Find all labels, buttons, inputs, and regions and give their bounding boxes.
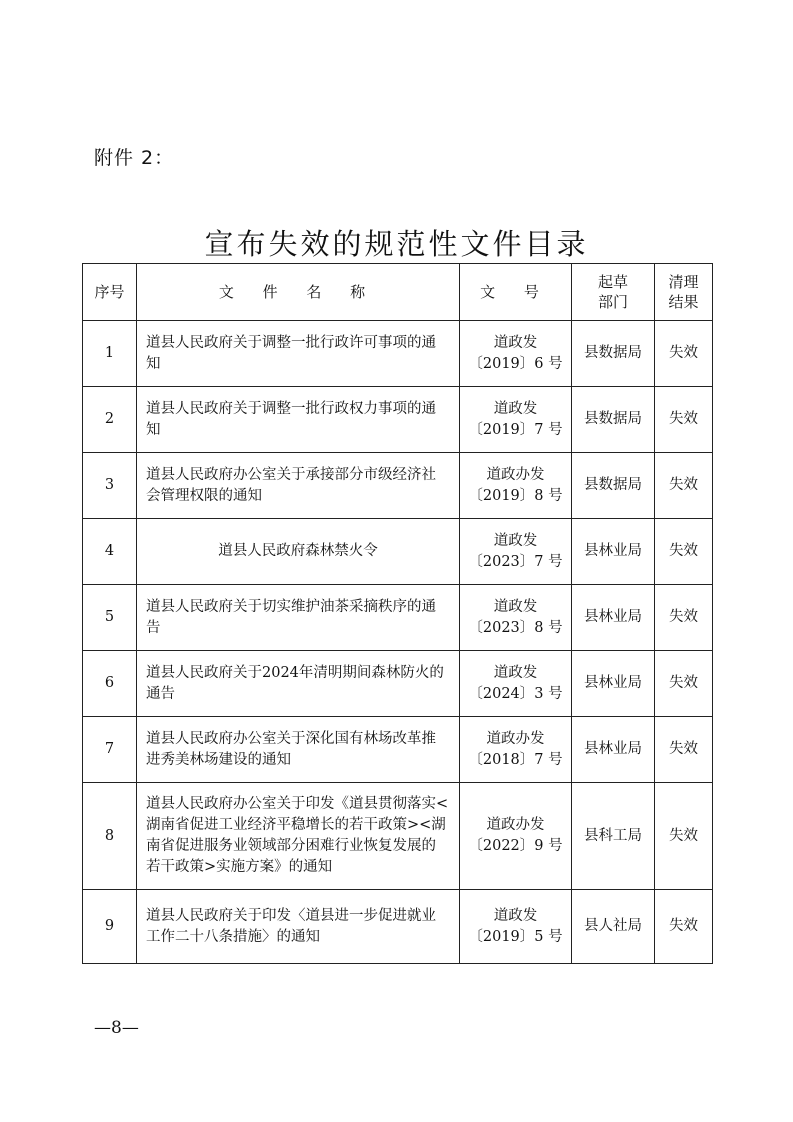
row-seq: 6	[83, 651, 137, 717]
row-dept: 县林业局	[572, 717, 655, 783]
document-title: 宣布失效的规范性文件目录	[204, 227, 589, 261]
row-number-line2: 〔2019〕5 号	[468, 928, 563, 945]
table-row	[83, 387, 713, 453]
row-number-line1: 道政发	[493, 334, 538, 351]
row-number-line1: 道政发	[493, 664, 538, 681]
row-name	[137, 890, 460, 964]
row-seq: 1	[83, 321, 137, 387]
header-number	[460, 264, 572, 321]
table-row	[83, 321, 713, 387]
row-name-text: 道县人民政府关于调整一批行政许可事项的通知	[146, 334, 436, 372]
row-dept: 县数据局	[572, 453, 655, 519]
row-dept: 县科工局	[572, 783, 655, 890]
row-dept: 县林业局	[572, 519, 655, 585]
row-name	[137, 453, 460, 519]
row-number	[460, 387, 572, 453]
row-number	[460, 651, 572, 717]
page-number: —8—	[94, 1018, 139, 1038]
header-dept-line1: 起草	[597, 273, 628, 291]
row-number-line2: 〔2024〕3 号	[468, 685, 563, 702]
row-result: 失效	[655, 387, 713, 453]
row-number-line2: 〔2019〕6 号	[468, 355, 563, 372]
row-name	[137, 321, 460, 387]
row-number-line2: 〔2023〕8 号	[468, 619, 563, 636]
row-seq: 5	[83, 585, 137, 651]
row-number	[460, 585, 572, 651]
header-number-label: 文 号	[480, 283, 551, 301]
row-name-text: 道县人民政府关于印发〈道县进一步促进就业工作二十八条措施〉的通知	[146, 907, 436, 945]
header-name-label: 文 件 名 称	[218, 283, 378, 301]
header-dept	[572, 264, 655, 321]
row-dept: 县数据局	[572, 321, 655, 387]
row-number	[460, 453, 572, 519]
row-name-text: 道县人民政府办公室关于印发《道县贯彻落实<湖南省促进工业经济平稳增长的若干政策><湖南省促进服务业领域部分困难行业恢复发展的若干政策>实施方案》的通知	[146, 796, 449, 875]
header-name	[137, 264, 460, 321]
table-header-row	[83, 264, 713, 321]
row-name	[137, 585, 460, 651]
row-number-line2: 〔2019〕7 号	[468, 421, 563, 438]
table-row	[83, 717, 713, 783]
document-catalog-table	[82, 263, 713, 964]
table-row	[83, 585, 713, 651]
row-dept: 县数据局	[572, 387, 655, 453]
row-number-line2: 〔2019〕8 号	[468, 487, 563, 504]
row-seq: 8	[83, 783, 137, 890]
row-number-line1: 道政发	[493, 907, 538, 924]
row-seq: 9	[83, 890, 137, 964]
row-name	[137, 387, 460, 453]
header-result-line1: 清理	[668, 273, 699, 291]
header-result-line2: 结果	[668, 293, 699, 311]
row-result: 失效	[655, 519, 713, 585]
row-name-text: 道县人民政府关于调整一批行政权力事项的通知	[146, 400, 436, 438]
row-name-text: 道县人民政府办公室关于深化国有林场改革推进秀美林场建设的通知	[146, 730, 436, 768]
row-seq: 3	[83, 453, 137, 519]
header-dept-line2: 部门	[597, 293, 628, 311]
row-result: 失效	[655, 321, 713, 387]
table-row	[83, 651, 713, 717]
table-row	[83, 519, 713, 585]
row-name	[137, 519, 460, 585]
attachment-label: 附件 2：	[94, 147, 175, 169]
row-number-line1: 道政发	[493, 598, 538, 615]
row-number-line2: 〔2022〕9 号	[468, 838, 563, 854]
row-dept: 县林业局	[572, 651, 655, 717]
row-dept: 县人社局	[572, 890, 655, 964]
row-dept: 县林业局	[572, 585, 655, 651]
row-result: 失效	[655, 783, 713, 890]
row-number-line2: 〔2018〕7 号	[468, 751, 563, 768]
row-result: 失效	[655, 651, 713, 717]
row-number	[460, 717, 572, 783]
table-row	[83, 890, 713, 964]
table-row	[83, 783, 713, 890]
row-number-line1: 道政办发	[486, 817, 545, 833]
row-name	[137, 783, 460, 890]
row-seq: 7	[83, 717, 137, 783]
row-number	[460, 519, 572, 585]
row-number-line1: 道政办发	[486, 466, 545, 483]
row-name-text: 道县人民政府关于2024年清明期间森林防火的通告	[146, 664, 444, 702]
row-name-text: 道县人民政府森林禁火令	[218, 543, 378, 559]
row-name-text: 道县人民政府关于切实维护油茶采摘秩序的通告	[146, 598, 436, 636]
header-result	[655, 264, 713, 321]
row-result: 失效	[655, 890, 713, 964]
row-result: 失效	[655, 585, 713, 651]
row-number-line1: 道政办发	[486, 730, 545, 747]
row-number	[460, 890, 572, 964]
row-name	[137, 651, 460, 717]
row-seq: 4	[83, 519, 137, 585]
row-name	[137, 717, 460, 783]
row-seq: 2	[83, 387, 137, 453]
row-result: 失效	[655, 717, 713, 783]
row-number-line1: 道政发	[493, 532, 538, 549]
row-number-line1: 道政发	[493, 400, 538, 417]
row-number	[460, 783, 572, 890]
header-seq: 序号	[83, 264, 137, 321]
row-number-line2: 〔2023〕7 号	[468, 553, 563, 570]
row-result: 失效	[655, 453, 713, 519]
row-name-text: 道县人民政府办公室关于承接部分市级经济社会管理权限的通知	[146, 466, 436, 504]
row-number	[460, 321, 572, 387]
table-row	[83, 453, 713, 519]
